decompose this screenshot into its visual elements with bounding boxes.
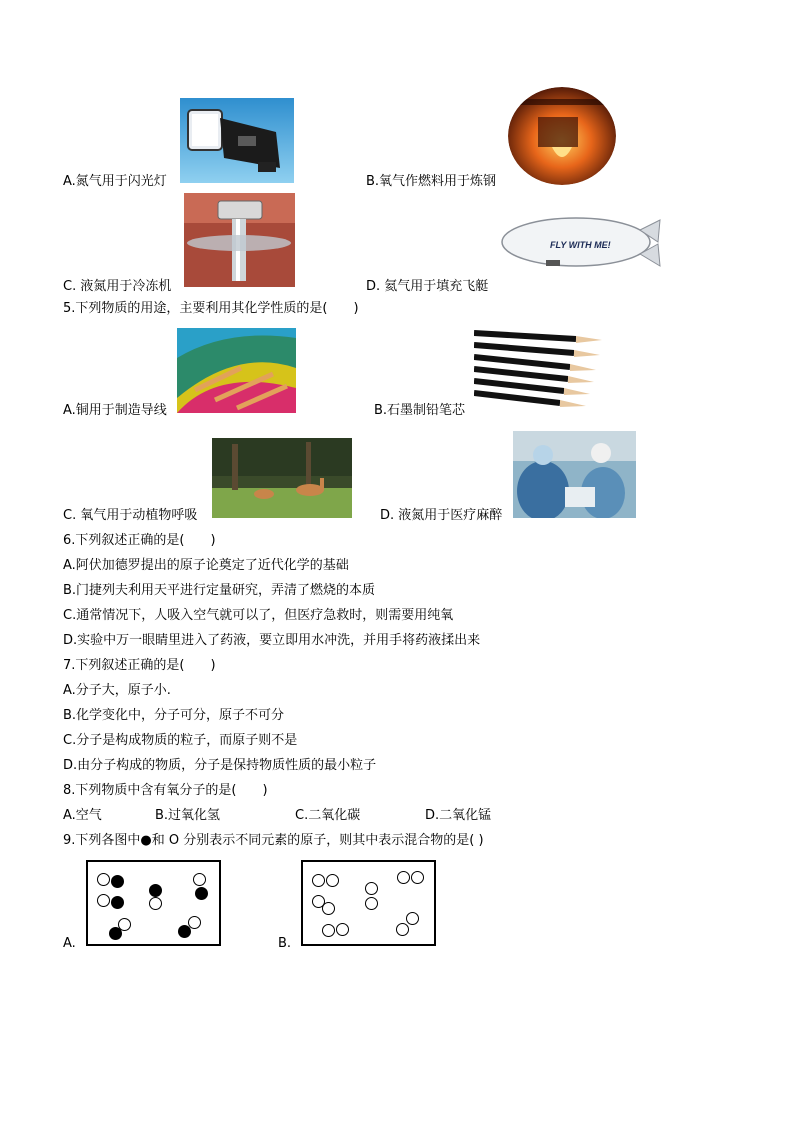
q4-option-b: B.氧气作燃料用于炼钢 xyxy=(366,174,497,189)
white-atom xyxy=(326,874,339,887)
q5-stem: 5.下列物质的用途，主要利用其化学性质的是( ) xyxy=(63,301,359,316)
black-atom xyxy=(149,884,162,897)
white-atom xyxy=(365,882,378,895)
q8-option-c: C.二氧化碳 xyxy=(295,808,361,823)
freezer-image xyxy=(184,193,295,287)
black-atom xyxy=(109,927,122,940)
q9-option-a: A. xyxy=(63,936,76,951)
black-atom xyxy=(178,925,191,938)
q6-option-a: A.阿伏加德罗提出的原子论奠定了近代化学的基础 xyxy=(63,558,349,573)
diagram-b-box xyxy=(301,860,436,946)
q7-option-c: C.分子是构成物质的粒子，而原子则不是 xyxy=(63,733,298,748)
q4-option-c: C. 液氮用于冷冻机 xyxy=(63,279,172,294)
q8-option-d: D.二氧化锰 xyxy=(425,808,492,823)
q8-option-a: A.空气 xyxy=(63,808,102,823)
black-atom xyxy=(111,896,124,909)
copper-wire-image xyxy=(177,328,296,413)
flash-lamp-image xyxy=(180,98,294,183)
q5-option-b: B.石墨制铅笔芯 xyxy=(374,403,466,418)
q9-option-b: B. xyxy=(278,936,292,951)
steel-furnace-image xyxy=(508,87,616,185)
q7-option-b: B.化学变化中，分子可分，原子不可分 xyxy=(63,708,285,723)
white-atom xyxy=(411,871,424,884)
q4-option-a: A.氮气用于闪光灯 xyxy=(63,174,167,189)
pencils-image xyxy=(474,325,607,418)
q5-option-c: C. 氧气用于动植物呼吸 xyxy=(63,508,198,523)
surgery-image xyxy=(513,431,636,518)
white-atom xyxy=(97,894,110,907)
white-atom xyxy=(322,902,335,915)
q4-option-d: D. 氦气用于填充飞艇 xyxy=(366,279,489,294)
white-atom xyxy=(322,924,335,937)
white-atom xyxy=(397,871,410,884)
white-atom xyxy=(336,923,349,936)
white-atom xyxy=(406,912,419,925)
diagram-a-box xyxy=(86,860,221,946)
white-atom xyxy=(396,923,409,936)
q5-option-d: D. 液氮用于医疗麻醉 xyxy=(380,508,503,523)
black-atom xyxy=(111,875,124,888)
white-atom xyxy=(149,897,162,910)
q5-option-a: A.铜用于制造导线 xyxy=(63,403,167,418)
white-atom xyxy=(97,873,110,886)
q7-stem: 7.下列叙述正确的是( ) xyxy=(63,658,216,673)
blimp-image xyxy=(500,208,662,280)
white-atom xyxy=(312,874,325,887)
q7-option-a: A.分子大，原子小. xyxy=(63,683,171,698)
deer-image xyxy=(212,438,352,518)
q6-option-d: D.实验中万一眼睛里进入了药液，要立即用水冲洗，并用手将药液揉出来 xyxy=(63,633,481,648)
q8-option-b: B.过氧化氢 xyxy=(155,808,221,823)
blimp-lettering: FLY WITH ME! xyxy=(550,240,611,250)
white-atom xyxy=(193,873,206,886)
black-atom xyxy=(195,887,208,900)
q9-stem: 9.下列各图中●和 O 分别表示不同元素的原子，则其中表示混合物的是( ) xyxy=(63,833,484,848)
q8-stem: 8.下列物质中含有氧分子的是( ) xyxy=(63,783,268,798)
q6-option-c: C.通常情况下，人吸入空气就可以了，但医疗急救时，则需要用纯氧 xyxy=(63,608,454,623)
q6-stem: 6.下列叙述正确的是( ) xyxy=(63,533,216,548)
q6-option-b: B.门捷列夫利用天平进行定量研究，弄清了燃烧的本质 xyxy=(63,583,376,598)
white-atom xyxy=(365,897,378,910)
q7-option-d: D.由分子构成的物质，分子是保持物质性质的最小粒子 xyxy=(63,758,377,773)
